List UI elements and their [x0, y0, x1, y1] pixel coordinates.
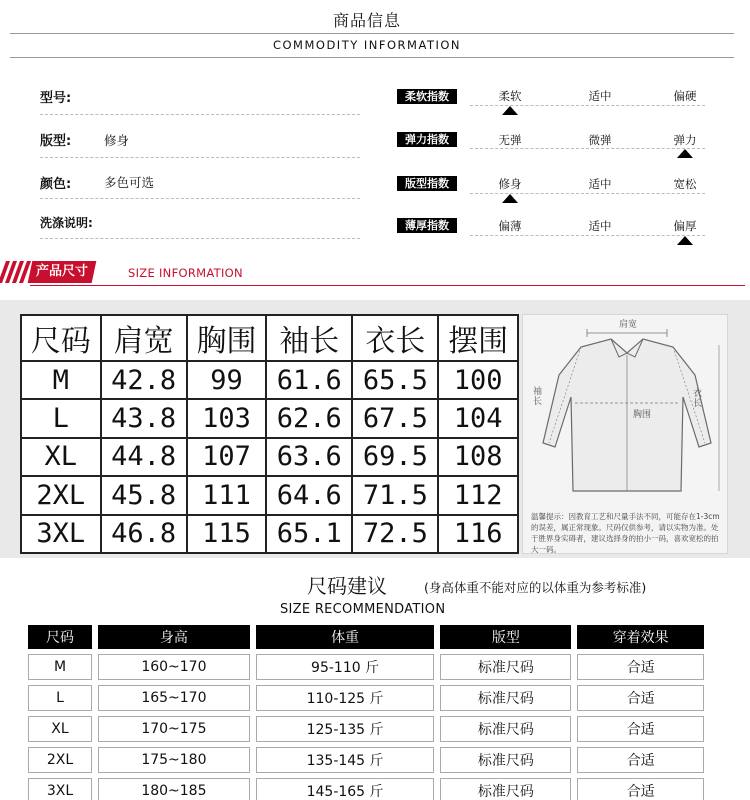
index-option: 偏厚 [673, 219, 697, 233]
field-divider [40, 198, 360, 199]
table-row [28, 778, 704, 800]
color-value: 多色可选 [104, 175, 155, 190]
wash-label: 洗涤说明: [40, 216, 93, 230]
table-cell: 2XL [21, 476, 101, 514]
table-cell: 108 [438, 438, 518, 476]
subtitle-divider [10, 57, 734, 58]
table-header-cell: 袖长 [266, 315, 352, 361]
table-cell: L [28, 685, 92, 711]
table-cell: L [21, 399, 101, 437]
table-cell: 合适 [577, 716, 704, 742]
fit-value: 修身 [104, 133, 130, 148]
size-info-badge: 产品尺寸 [28, 261, 97, 283]
table-cell: 2XL [28, 747, 92, 773]
recommendation-note: (身高体重不能对应的以体重为参考标准) [424, 580, 647, 595]
index-option: 柔软 [498, 89, 522, 103]
table-cell: 125-135 斤 [256, 716, 434, 742]
section-title: 商品信息 [332, 11, 401, 30]
table-cell: 67.5 [352, 399, 438, 437]
table-cell: 71.5 [352, 476, 438, 514]
section-subtitle: COMMODITY INFORMATION [272, 38, 462, 52]
measurement-table [20, 314, 519, 554]
table-header-cell: 尺码 [28, 625, 92, 649]
table-row [21, 515, 518, 553]
table-cell: 64.6 [266, 476, 352, 514]
table-row [28, 747, 704, 773]
table-cell: 135-145 斤 [256, 747, 434, 773]
table-header-cell: 穿着效果 [577, 625, 704, 649]
table-cell: 43.8 [101, 399, 187, 437]
index-option: 偏硬 [673, 89, 697, 103]
table-header-cell: 衣长 [352, 315, 438, 361]
table-header-cell: 身高 [98, 625, 250, 649]
table-cell: 标准尺码 [440, 747, 571, 773]
table-header-cell: 胸围 [187, 315, 267, 361]
table-cell: 63.6 [266, 438, 352, 476]
table-cell: 99 [187, 361, 267, 399]
size-info-underline [30, 285, 745, 286]
index-option: 微弹 [588, 133, 612, 147]
table-row [21, 361, 518, 399]
table-cell: 165~170 [98, 685, 250, 711]
table-cell: 107 [187, 438, 267, 476]
index-option: 适中 [588, 219, 612, 233]
table-cell: 100 [438, 361, 518, 399]
table-cell: 65.1 [266, 515, 352, 553]
table-cell: 160~170 [98, 654, 250, 680]
decorative-stripes-icon [2, 261, 27, 283]
table-cell: 72.5 [352, 515, 438, 553]
table-row [21, 476, 518, 514]
table-cell: 42.8 [101, 361, 187, 399]
recommendation-title: 尺码建议 [307, 574, 387, 598]
table-header-cell: 肩宽 [101, 315, 187, 361]
selected-marker-icon [677, 149, 693, 158]
field-divider [40, 114, 360, 115]
table-cell: XL [28, 716, 92, 742]
index-option: 偏薄 [498, 219, 522, 233]
table-cell: XL [21, 438, 101, 476]
size-info-english: SIZE INFORMATION [128, 266, 243, 280]
size-recommendation-section [0, 558, 750, 800]
table-cell: 145-165 斤 [256, 778, 434, 800]
elasticity-index-label: 弹力指数 [397, 132, 457, 147]
table-cell: 104 [438, 399, 518, 437]
table-header-cell: 摆围 [438, 315, 518, 361]
commodity-info-section [0, 0, 750, 300]
table-cell: 69.5 [352, 438, 438, 476]
table-cell: 95-110 斤 [256, 654, 434, 680]
table-row [28, 716, 704, 742]
table-cell: 45.8 [101, 476, 187, 514]
color-label: 颜色: [40, 177, 72, 192]
table-cell: 110-125 斤 [256, 685, 434, 711]
table-row [21, 399, 518, 437]
recommendation-english: SIZE RECOMMENDATION [280, 602, 446, 617]
table-cell: 65.5 [352, 361, 438, 399]
table-header-row [21, 315, 518, 361]
index-option: 无弹 [498, 133, 522, 147]
table-cell: 标准尺码 [440, 716, 571, 742]
table-cell: 标准尺码 [440, 654, 571, 680]
table-row [21, 438, 518, 476]
index-option: 适中 [588, 177, 612, 191]
table-cell: 116 [438, 515, 518, 553]
length-label: 衣长 [693, 389, 703, 409]
recommendation-table [22, 620, 710, 800]
table-cell: 112 [438, 476, 518, 514]
table-cell: 115 [187, 515, 267, 553]
index-option: 宽松 [673, 177, 697, 191]
table-cell: 44.8 [101, 438, 187, 476]
table-cell: 170~175 [98, 716, 250, 742]
table-cell: 合适 [577, 654, 704, 680]
index-option: 弹力 [673, 133, 697, 147]
sleeve-label: 袖长 [533, 387, 543, 407]
index-option: 适中 [588, 89, 612, 103]
model-label: 型号: [40, 91, 72, 106]
field-divider [40, 238, 360, 239]
shoulder-label: 肩宽 [619, 320, 638, 330]
shirt-diagram [522, 314, 728, 554]
table-header-cell: 尺码 [21, 315, 101, 361]
fit-label: 版型: [40, 134, 72, 149]
table-row [28, 654, 704, 680]
softness-index-label: 柔软指数 [397, 89, 457, 104]
table-cell: 合适 [577, 747, 704, 773]
index-scale-line [470, 235, 705, 236]
index-scale-line [470, 148, 705, 149]
table-row [28, 685, 704, 711]
table-cell: 标准尺码 [440, 685, 571, 711]
table-cell: 180~185 [98, 778, 250, 800]
table-cell: 标准尺码 [440, 778, 571, 800]
shirt-outline-icon [523, 315, 729, 505]
table-cell: 175~180 [98, 747, 250, 773]
measurement-tip-note: 温馨提示：因教育工艺和尺量手法不同，可能存在1-3cm的误差，属正常现象。尺码仅供参考，请以实物为准。处于胜界身实碍者，建议选择身的拍小一码，喜欢宽松的拍大一码。 [531, 512, 720, 554]
table-header-cell: 版型 [440, 625, 571, 649]
table-header-row [28, 625, 704, 649]
table-header-cell: 体重 [256, 625, 434, 649]
table-cell: 46.8 [101, 515, 187, 553]
table-cell: 103 [187, 399, 267, 437]
table-cell: 合适 [577, 685, 704, 711]
table-cell: 合适 [577, 778, 704, 800]
index-option: 修身 [498, 177, 522, 191]
table-cell: M [28, 654, 92, 680]
table-cell: 3XL [28, 778, 92, 800]
table-cell: 61.6 [266, 361, 352, 399]
field-divider [40, 157, 360, 158]
table-cell: 3XL [21, 515, 101, 553]
title-divider [10, 33, 734, 34]
selected-marker-icon [502, 194, 518, 203]
selected-marker-icon [677, 236, 693, 245]
chest-label: 胸围 [633, 410, 652, 420]
selected-marker-icon [502, 106, 518, 115]
table-cell: M [21, 361, 101, 399]
fit-index-label: 版型指数 [397, 176, 457, 191]
measurement-section [0, 300, 750, 558]
table-cell: 111 [187, 476, 267, 514]
table-cell: 62.6 [266, 399, 352, 437]
thickness-index-label: 薄厚指数 [397, 218, 457, 233]
